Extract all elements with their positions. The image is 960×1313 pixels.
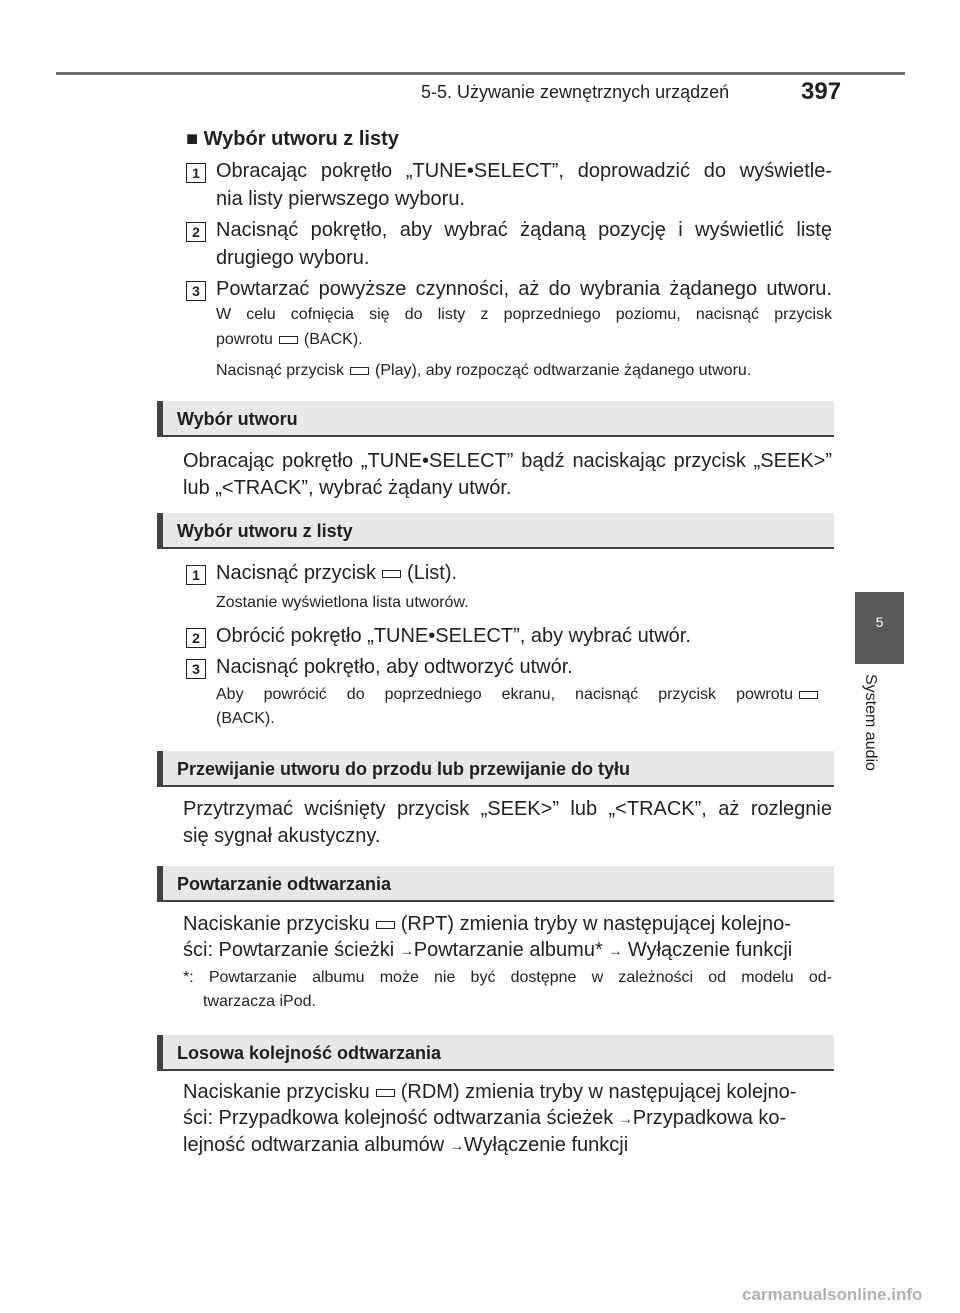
note-text: (BACK). xyxy=(216,710,275,727)
step-text: Nacisnąć pokrętło, aby wybrać żądaną pozycję i wyświetlić listę xyxy=(216,219,832,241)
button-icon xyxy=(376,1089,395,1097)
step-text: Obrócić pokrętło „TUNE•SELECT”, aby wybrać utwór. xyxy=(216,625,691,647)
body-word: Wyłączenie funkcji xyxy=(627,939,793,961)
step-badge: 2 xyxy=(186,222,206,242)
body-text: Przytrzymać wciśnięty przycisk „SEEK>” lub „<TRACK”, aż rozlegnie xyxy=(183,798,832,820)
section-title: Przewijanie utworu do przodu lub przewijanie do tyłu xyxy=(177,759,631,779)
body-word: (RDM) zmienia tryby w następującej kolejno- xyxy=(400,1081,797,1103)
chapter-label: System audio xyxy=(862,674,879,771)
arrow-right-icon: → xyxy=(608,942,623,959)
note-text xyxy=(216,331,363,349)
body-word: ści: Powtarzanie ścieżki xyxy=(183,939,395,961)
body-word: Wyłączenie funkcji xyxy=(463,1134,629,1156)
step-text: Nacisnąć pokrętło, aby odtworzyć utwór. xyxy=(216,656,573,678)
square-bullet-icon: ■ xyxy=(186,128,199,150)
arrow-right-icon: → xyxy=(399,942,414,959)
page-number: 397 xyxy=(801,78,842,105)
section-bar xyxy=(157,513,834,549)
step-word: Nacisnąć przycisk xyxy=(216,562,377,584)
step-text: drugiego wyboru. xyxy=(216,247,370,269)
body-text xyxy=(183,1081,796,1104)
body-text: się sygnał akustyczny. xyxy=(183,825,381,847)
section-bar xyxy=(157,401,834,437)
step-badge: 1 xyxy=(186,163,206,183)
section-bar xyxy=(157,1035,834,1071)
note-word: Nacisnąć przycisk xyxy=(216,362,345,379)
button-icon xyxy=(799,691,818,699)
note-word: (BACK). xyxy=(303,331,363,348)
button-icon xyxy=(376,921,395,929)
chapter-number: 5 xyxy=(875,614,884,630)
step-badge: 3 xyxy=(186,659,206,679)
step-badge: 3 xyxy=(186,281,206,301)
note-line: Aby powrócić do poprzedniego ekranu, nacisnąć przycisk powrotu xyxy=(216,686,793,703)
arrow-right-icon: → xyxy=(618,1110,633,1127)
body-word: Powtarzanie albumu* xyxy=(413,939,603,961)
button-icon xyxy=(350,367,369,375)
section-title: Powtarzanie odtwarzania xyxy=(177,874,392,894)
section-title: Wybór utworu z listy xyxy=(177,521,353,541)
header-rule xyxy=(56,72,905,75)
note-text xyxy=(216,362,751,380)
step-text: nia listy pierwszego wyboru. xyxy=(216,188,465,210)
body-text: lub „<TRACK”, wybrać żądany utwór. xyxy=(183,477,512,499)
body-text xyxy=(183,1107,786,1130)
footnote-text: *: Powtarzanie albumu może nie być dostępne w zależności od modelu od- xyxy=(183,969,832,986)
footnote-text: twarzacza iPod. xyxy=(203,993,316,1010)
body-text xyxy=(183,939,792,962)
step-word: (List). xyxy=(407,562,458,584)
header-section-title: 5-5. Używanie zewnętrznych urządzeń xyxy=(421,82,730,102)
section-bar xyxy=(157,751,834,787)
body-text xyxy=(183,1134,628,1157)
step-text xyxy=(216,562,457,585)
section-bar xyxy=(157,866,834,902)
section-title: Wybór utworu xyxy=(177,409,298,429)
step-badge: 1 xyxy=(186,565,206,585)
note-word: (Play), aby rozpocząć odtwarzanie żądanego utworu. xyxy=(375,362,752,379)
button-icon xyxy=(279,336,298,344)
step-badge: 2 xyxy=(186,628,206,648)
chapter-tab xyxy=(855,592,904,664)
intro-heading-text: Wybór utworu z listy xyxy=(203,128,399,150)
note-text: Zostanie wyświetlona lista utworów. xyxy=(216,594,469,611)
body-word: (RPT) zmienia tryby w następującej kolejno- xyxy=(400,913,791,935)
intro-heading xyxy=(186,128,399,151)
note-text: W celu cofnięcia się do listy z poprzedniego poziomu, nacisnąć przycisk xyxy=(216,306,832,323)
note-word: powrotu xyxy=(216,331,273,348)
step-text: Powtarzać powyższe czynności, aż do wybrania żądanego utworu. xyxy=(216,278,832,300)
body-word: ści: Przypadkowa kolejność odtwarzania ścieżek xyxy=(183,1107,614,1129)
button-icon xyxy=(382,570,401,578)
body-word: Przypadkowa ko- xyxy=(632,1107,787,1129)
arrow-right-icon: → xyxy=(449,1137,464,1154)
chapter-label-box xyxy=(855,674,904,794)
body-word: lejność odtwarzania albumów xyxy=(183,1134,445,1156)
section-title: Losowa kolejność odtwarzania xyxy=(177,1043,442,1063)
body-text: Obracając pokrętło „TUNE•SELECT” bądź naciskając przycisk „SEEK>” xyxy=(183,450,832,472)
note-text xyxy=(216,686,832,704)
step-text: Obracając pokrętło „TUNE•SELECT”, doprowadzić do wyświetle- xyxy=(216,160,832,182)
body-word: Naciskanie przycisku xyxy=(183,1081,370,1103)
body-word: Naciskanie przycisku xyxy=(183,913,370,935)
watermark: carmanualsonline.info xyxy=(742,1285,923,1304)
body-text xyxy=(183,913,791,936)
